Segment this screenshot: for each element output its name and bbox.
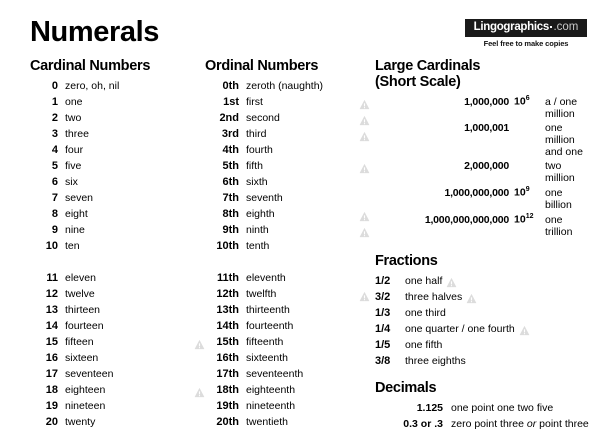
decimal-word-pre: zero point three [451, 418, 527, 431]
fractions-heading: Fractions [375, 252, 438, 269]
power-base: 10 [514, 213, 526, 226]
large-cardinal-word: a / one million [545, 95, 578, 121]
numeral-word: twentieth [246, 416, 289, 429]
numeral-value: 11 [46, 272, 58, 285]
list-item [205, 272, 370, 288]
numeral-value: 11th [216, 272, 239, 285]
numeral-word: twelve [65, 288, 95, 301]
list-item [205, 384, 370, 400]
list-item [30, 176, 205, 192]
list-gap [205, 256, 370, 272]
warning-triangle-icon[interactable] [194, 339, 205, 350]
section-divider [375, 371, 590, 380]
numeral-value: 7th [222, 192, 239, 205]
fraction-value: 3/8 [375, 354, 391, 367]
numeral-word: one [65, 96, 83, 109]
list-item [375, 418, 590, 434]
list-item [205, 416, 370, 432]
decimal-value: 0.3 or .3 [403, 418, 443, 431]
list-item [205, 304, 370, 320]
numeral-value: 4th [222, 144, 239, 157]
numeral-value: 5th [222, 160, 239, 173]
list-item [205, 160, 370, 176]
list-item [205, 128, 370, 144]
numeral-value: 1st [223, 96, 239, 109]
numeral-word: zero, oh, nil [65, 80, 120, 93]
large-cardinal-word: one billion [545, 186, 572, 211]
list-item [205, 96, 370, 112]
warning-triangle-icon[interactable] [194, 387, 205, 398]
numeral-word: seventeenth [246, 368, 304, 381]
numeral-word: five [65, 160, 82, 173]
numeral-value: 14 [45, 320, 58, 333]
numeral-word: nineteen [65, 400, 106, 413]
list-item [205, 336, 370, 352]
fraction-value: 1/5 [375, 338, 391, 351]
fraction-word: three halves [405, 290, 463, 303]
list-item [30, 112, 205, 128]
list-item [375, 402, 590, 418]
power-exponent: 9 [525, 186, 530, 194]
cardinal-numbers-column [30, 58, 205, 432]
list-item [375, 186, 590, 211]
numeral-value: 20 [45, 416, 58, 429]
decimals-list [375, 402, 590, 434]
decimal-word [451, 402, 590, 414]
numeral-value: 19 [45, 400, 58, 413]
list-item [30, 224, 205, 240]
numeral-word: tenth [246, 240, 270, 253]
list-item [30, 144, 205, 160]
list-item [205, 240, 370, 256]
list-item [30, 336, 205, 352]
numeral-word: ten [65, 240, 80, 253]
large-cardinals-list [375, 95, 590, 237]
list-item [205, 368, 370, 384]
large-cardinal-word: two million [545, 160, 575, 185]
list-item [30, 160, 205, 176]
numeral-value: 15 [45, 336, 58, 349]
power-exponent: 6 [525, 95, 530, 103]
list-item [30, 400, 205, 416]
numeral-value: 6th [222, 176, 239, 189]
list-item [30, 96, 205, 112]
numeral-word: twenty [65, 416, 96, 429]
numeral-word: fifth [246, 160, 263, 173]
numeral-value: 15th [216, 336, 239, 349]
fraction-value: 3/2 [375, 290, 391, 303]
numeral-value: 18 [45, 384, 58, 397]
numeral-word: second [246, 112, 280, 125]
numeral-word: eighteen [65, 384, 106, 397]
warning-triangle-icon[interactable] [359, 211, 370, 222]
list-item [375, 213, 590, 238]
numeral-value: 10th [216, 240, 239, 253]
warning-triangle-icon[interactable] [359, 163, 370, 174]
numeral-value: 7 [51, 192, 58, 205]
numeral-word: eighteenth [246, 384, 296, 397]
numeral-word: two [65, 112, 82, 125]
list-item [30, 208, 205, 224]
numeral-value: 13 [45, 304, 58, 317]
warning-triangle-icon[interactable] [359, 291, 370, 302]
list-item [375, 323, 590, 339]
numeral-value: 5 [51, 160, 58, 173]
power-base: 10 [514, 186, 526, 199]
cardinal-numbers-list [30, 80, 205, 432]
brand-logo [465, 19, 587, 48]
power-exponent: 12 [525, 213, 534, 221]
list-item [205, 176, 370, 192]
numeral-word: thirteenth [246, 304, 290, 317]
numeral-word: fourth [246, 144, 273, 157]
fraction-word: three eighths [405, 354, 466, 367]
list-item [30, 272, 205, 288]
list-item [30, 320, 205, 336]
right-column [375, 58, 590, 434]
list-item [205, 112, 370, 128]
fractions-list [375, 275, 590, 371]
brand-tagline: Feel free to make copies [483, 38, 569, 48]
large-cardinals-heading-line2: (Short Scale) [375, 74, 461, 91]
numeral-value: 14th [216, 320, 239, 333]
numeral-value: 8th [222, 208, 239, 221]
large-cardinal-power [514, 186, 540, 199]
numeral-word: four [65, 144, 84, 157]
list-item [30, 288, 205, 304]
numeral-value: 16 [45, 352, 58, 365]
brand-logo-bar [465, 19, 587, 37]
list-item [205, 288, 370, 304]
numeral-value: 2 [51, 112, 58, 125]
numeral-value: 0th [222, 80, 239, 93]
fraction-word: one fifth [405, 338, 443, 351]
large-cardinal-word: one million and one [545, 122, 583, 159]
list-gap [30, 256, 205, 272]
fraction-value: 1/4 [375, 322, 391, 335]
list-item [375, 122, 590, 158]
list-item [30, 352, 205, 368]
large-cardinal-power [514, 213, 540, 226]
numeral-value: 13th [216, 304, 239, 317]
brand-name: Lingographics [473, 21, 549, 33]
ordinal-numbers-heading: Ordinal Numbers [205, 58, 319, 74]
numeral-word: nine [65, 224, 85, 237]
fraction-value: 1/2 [375, 274, 391, 287]
large-cardinal-value: 2,000,000 [464, 160, 509, 173]
numeral-word: seventh [246, 192, 283, 205]
brand-suffix: .com [553, 21, 579, 33]
list-item [30, 192, 205, 208]
decimals-heading: Decimals [375, 379, 437, 396]
numeral-value: 10 [45, 240, 58, 253]
decimal-word [451, 418, 590, 430]
list-item [30, 384, 205, 400]
numeral-word: fourteenth [246, 320, 294, 333]
warning-triangle-icon[interactable] [519, 325, 530, 336]
list-item [205, 400, 370, 416]
list-item [30, 368, 205, 384]
numeral-value: 4 [51, 144, 58, 157]
fraction-word: one quarter / one fourth [405, 322, 515, 335]
numeral-word: eleven [65, 272, 96, 285]
numeral-value: 0 [51, 80, 58, 93]
numeral-word: first [246, 96, 263, 109]
numeral-word: three [65, 128, 89, 141]
decimal-word-pre: one point one two five [451, 402, 554, 415]
numeral-value: 19th [216, 400, 239, 413]
numeral-value: 1 [51, 96, 58, 109]
numeral-word: sixteenth [246, 352, 289, 365]
large-cardinal-value: 1,000,000,000,000 [424, 213, 509, 226]
list-item [375, 160, 590, 184]
warning-triangle-icon[interactable] [359, 99, 370, 110]
list-item [375, 95, 590, 120]
decimal-word-post: point three [536, 418, 589, 431]
numeral-word: seven [65, 192, 94, 205]
numeral-value: 2nd [219, 112, 239, 125]
numeral-value: 3 [51, 128, 58, 141]
list-item [375, 355, 590, 371]
section-divider [375, 240, 590, 253]
numeral-word: six [65, 176, 78, 189]
list-item [375, 291, 590, 307]
numeral-value: 12th [216, 288, 239, 301]
numeral-word: eight [65, 208, 88, 221]
list-item [30, 304, 205, 320]
list-item [375, 275, 590, 291]
list-item [205, 320, 370, 336]
numeral-value: 17 [45, 368, 58, 381]
fraction-word: one third [405, 306, 446, 319]
warning-triangle-icon[interactable] [446, 277, 457, 288]
numeral-value: 6 [51, 176, 58, 189]
large-cardinals-heading [375, 58, 590, 90]
ordinal-numbers-list [205, 80, 370, 432]
warning-triangle-icon[interactable] [359, 227, 370, 238]
numeral-word: fifteenth [246, 336, 284, 349]
large-cardinal-value: 1,000,000 [464, 95, 509, 108]
numeral-word: third [246, 128, 267, 141]
numeral-value: 3rd [221, 128, 239, 141]
list-item [375, 339, 590, 355]
list-item [205, 208, 370, 224]
fraction-word: one half [405, 274, 443, 287]
numeral-word: ninth [246, 224, 269, 237]
numeral-value: 9 [51, 224, 58, 237]
large-cardinals-heading-line1: Large Cardinals [375, 58, 481, 74]
large-cardinal-value: 1,000,000,000 [444, 186, 509, 199]
ordinal-numbers-column [205, 58, 370, 432]
list-item [30, 80, 205, 96]
large-cardinal-power [514, 95, 540, 108]
list-item [205, 80, 370, 96]
numeral-value: 18th [216, 384, 239, 397]
numeral-value: 9th [222, 224, 239, 237]
list-item [205, 352, 370, 368]
numeral-value: 16th [216, 352, 239, 365]
numeral-value: 17th [216, 368, 239, 381]
warning-triangle-icon[interactable] [359, 115, 370, 126]
large-cardinal-value: 1,000,001 [464, 122, 509, 135]
numeral-value: 20th [216, 416, 239, 429]
list-item [375, 307, 590, 323]
numeral-word: eighth [246, 208, 275, 221]
list-item [30, 416, 205, 432]
numeral-word: thirteen [65, 304, 101, 317]
numeral-word: fifteen [65, 336, 94, 349]
list-item [30, 240, 205, 256]
numeral-word: zeroth (naughth) [246, 80, 324, 93]
cardinal-numbers-heading: Cardinal Numbers [30, 58, 151, 74]
decimal-value: 1.125 [416, 402, 443, 415]
warning-triangle-icon[interactable] [359, 131, 370, 142]
warning-triangle-icon[interactable] [466, 293, 477, 304]
numeral-word: nineteenth [246, 400, 296, 413]
power-base: 10 [514, 95, 526, 108]
list-item [30, 128, 205, 144]
list-item [205, 144, 370, 160]
decimal-word-emphasis: or [526, 418, 537, 431]
numeral-word: sixth [246, 176, 268, 189]
numeral-word: twelfth [246, 288, 277, 301]
list-item [205, 224, 370, 240]
page-title: Numerals [30, 16, 159, 48]
numeral-value: 8 [51, 208, 58, 221]
fraction-value: 1/3 [375, 306, 391, 319]
numeral-word: seventeen [65, 368, 114, 381]
list-item [205, 192, 370, 208]
numeral-value: 12 [45, 288, 58, 301]
numeral-word: eleventh [246, 272, 286, 285]
numeral-word: fourteen [65, 320, 104, 333]
large-cardinal-word: one trillion [545, 213, 573, 238]
numeral-word: sixteen [65, 352, 99, 365]
